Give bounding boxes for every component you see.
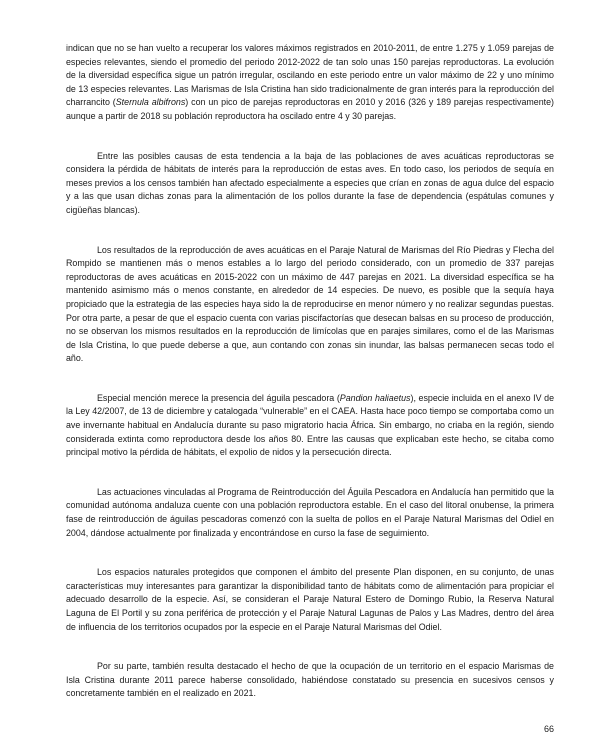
text-run: Especial mención merece la presencia del águila pescadora ( bbox=[97, 392, 340, 403]
paragraph-3 bbox=[66, 244, 554, 366]
text-run: Entre las posibles causas de esta tendencia a la baja de las poblaciones de aves acuáticas reproductoras se considera la pérdida de hábitats de interés para la reproducción de estas aves. En todo caso, los periodos de sequía en meses previos a los censos también han afectado especialmente a especies que crían en zonas de agua dulce del espacio y a las que usan dichas zonas para la alimentación de los pollos durante la fase de dependencia (espátulas comunes y cigüeñas blancas). bbox=[66, 150, 554, 215]
text-run: Los espacios naturales protegidos que componen el ámbito del presente Plan disponen, en su conjunto, de unas características muy interesantes para garantizar la disponibilidad tanto de hábitats como de alimentación para propiciar el adecuado desarrollo de la especie. Así, se consideran el Paraje Natural Estero de Domingo Rubio, la Reserva Natural Laguna de El Portil y su zona periférica de protección y el Paraje Natural Lagunas de Palos y Las Madres, dentro del área de influencia de los territorios ocupados por la especie en el Paraje Natural Marismas del Odiel. bbox=[66, 567, 554, 632]
paragraph-2 bbox=[66, 150, 554, 218]
text-run: Los resultados de la reproducción de aves acuáticas en el Paraje Natural de Marismas del Río Piedras y Flecha del Rompido se mantienen más o menos estables a lo largo del periodo considerado, con un promedio de 337 parejas reproductoras de aves acuáticas en 2015-2022 con un máximo de 447 parejas en 2021. La diversidad específica se ha mantenido asimismo más o menos constante, en alrededor de 14 especies. De nuevo, es posible que la sequía haya propiciado que la estrategia de las especies haya sido la de reproducirse en menor número y no realizar segundas puestas. Por otra parte, a pesar de que el espacio cuenta con varias piscifactorías que desecan balsas en su proceso de producción, no se observan los mismos resultados en la reproducción de limícolas que en parajes similares, como el de las Marismas de Isla Cristina, lo que puede deberse a que, aun contando con zonas sin inundar, las balsas permanecen secas todo el año. bbox=[66, 244, 554, 364]
paragraph-6 bbox=[66, 566, 554, 634]
text-run: indican que no se han vuelto a recuperar los valores máximos registrados en 2010-2011, de entre 1.275 y 1.059 parejas de especies relevantes, siendo el promedio del periodo 2012-2022 de tan solo unas 150 parejas reproductoras. La evolución de la diversidad específica sigue un patrón irregular, oscilando en este periodo entre un valor máximo de 22 y uno mínimo de 13 especies relevantes. Las Marismas de Isla Cristina han sido tradicionalmente de gran interés para la reproducción del charrancito ( bbox=[66, 43, 554, 108]
paragraph-4 bbox=[66, 392, 554, 460]
species-name-italic: Pandion haliaetus bbox=[339, 392, 411, 403]
paragraph-1 bbox=[66, 42, 554, 124]
paragraph-7 bbox=[66, 660, 554, 701]
text-run: Por su parte, también resulta destacado el hecho de que la ocupación de un territorio en el espacio Marismas de Isla Cristina durante 2011 parece haberse consolidado, habiéndose constatado su presencia en sucesivos censos y concretamente también en el realizado en 2021. bbox=[66, 661, 554, 699]
text-run: ), especie incluida en el anexo IV de la Ley 42/2007, de 13 de diciembre y catalogada “vulnerable” en el CAEA. Hasta hace poco tiempo se comportaba como un ave invernante habitual en Andalucía durante su paso migratorio hacia África. Sin embargo, no criaba en la región, siendo considerada extinta como reproductora desde los años 80. Entre las causas que explicaban este hecho, se citaba como principal motivo la pérdida de hábitats, el expolio de nidos y la persecución directa. bbox=[66, 392, 555, 458]
species-name-italic: Sternula albifrons bbox=[115, 97, 186, 108]
body-text bbox=[66, 42, 554, 727]
paragraph-5 bbox=[66, 486, 554, 540]
text-run: ) con un pico de parejas reproductoras en 2010 y 2016 (326 y 189 parejas respectivamente) aunque a partir de 2018 su población reproductora ha oscilado entre 4 y 30 parejas. bbox=[66, 97, 554, 121]
text-run: Las actuaciones vinculadas al Programa de Reintroducción del Águila Pescadora en Andalucía han permitido que la comunidad autónoma andaluza cuente con una población reproductora estable. En el caso del litoral onubense, la primera fase de reintroducción de águilas pescadoras comenzó con la suelta de pollos en el Paraje Natural Marismas del Odiel en 2004, dándose actualmente por finalizada y encontrándose en curso la fase de seguimiento. bbox=[66, 486, 554, 538]
page-number: 66 bbox=[543, 724, 554, 734]
